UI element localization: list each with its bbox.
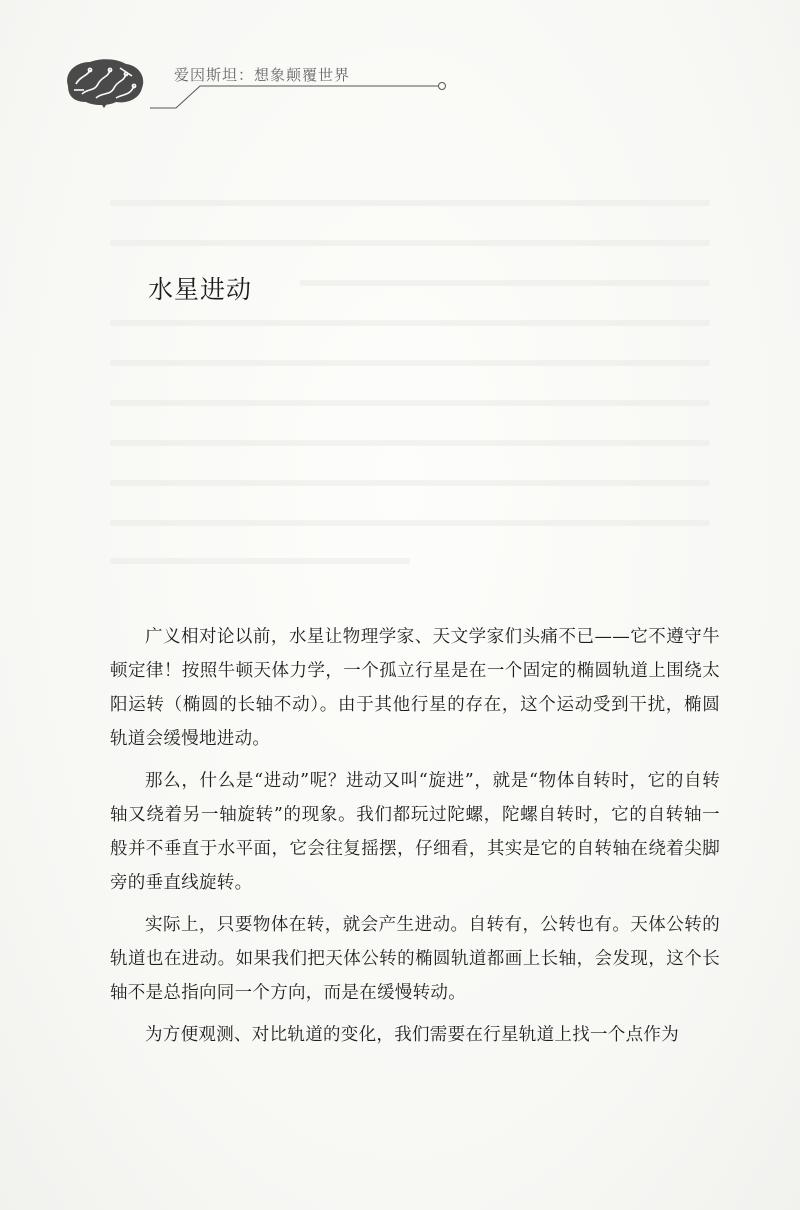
show-through-line: [110, 440, 710, 446]
body-text: [110, 620, 720, 1060]
paragraph: 那么，什么是“进动”呢？进动又叫“旋进”，就是“物体自转时，它的自转轴又绕着另一轴旋转”的现象。我们都玩过陀螺，陀螺自转时，它的自转轴一般并不垂直于水平面，它会往复摇摆，仔细看，其实是它的自转轴在绕着尖脚旁的垂直线旋转。: [110, 771, 720, 893]
paragraph: 实际上，只要物体在转，就会产生进动。自转有，公转也有。天体公转的轨道也在进动。如果我们把天体公转的椭圆轨道都画上长轴，会发现，这个长轴不是总指向同一个方向，而是在缓慢转动。: [110, 915, 720, 1003]
paragraph: 为方便观测、对比轨道的变化，我们需要在行星轨道上找一个点作为: [145, 1025, 679, 1045]
paragraph: 广义相对论以前，水星让物理学家、天文学家们头痛不已——它不遵守牛顿定律！按照牛顿天体力学，一个孤立行星是在一个固定的椭圆轨道上围绕太阳运转（椭圆的长轴不动）。由于其他行星的存在，这个运动受到干扰，椭圆轨道会缓慢地进动。: [110, 627, 720, 749]
show-through-line: [110, 200, 710, 206]
section-title: 水星进动: [148, 275, 253, 304]
show-through-line: [110, 520, 710, 526]
show-through-line: [110, 558, 410, 564]
show-through-line: [110, 320, 710, 326]
show-through-line: [110, 480, 710, 486]
brain-circuit-icon: [60, 56, 148, 108]
show-through-line: [300, 280, 710, 286]
show-through-line: [110, 240, 710, 246]
show-through-line: [110, 400, 710, 406]
show-through-line: [110, 360, 710, 366]
running-header-title: 爱因斯坦：想象颠覆世界: [174, 66, 351, 84]
